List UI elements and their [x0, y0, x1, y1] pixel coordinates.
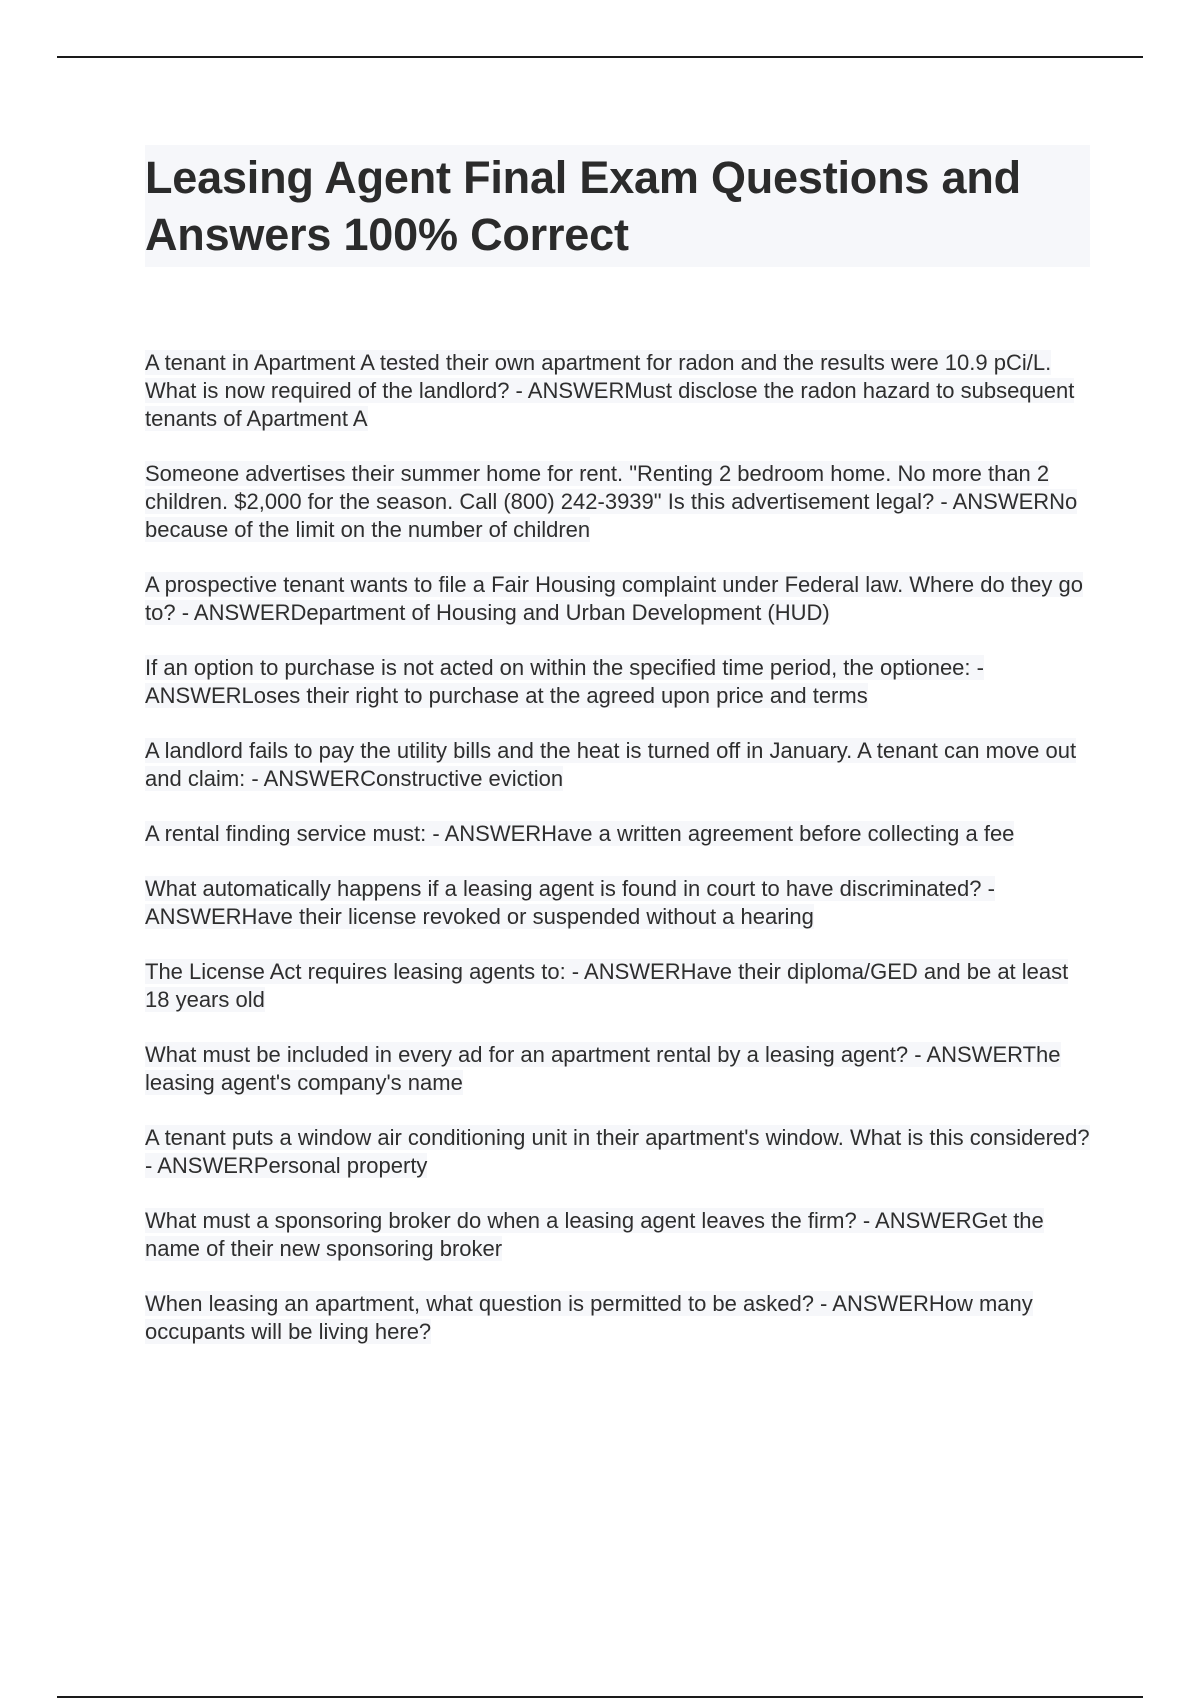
qa-item	[145, 460, 1090, 544]
qa-text: What must be included in every ad for an apartment rental by a leasing agent? - ANSWERThe leasing agent's company's name	[145, 1042, 1061, 1095]
qa-item	[145, 737, 1090, 793]
qa-item	[145, 1124, 1090, 1180]
document-title: Leasing Agent Final Exam Questions and Answers 100% Correct	[145, 152, 1021, 260]
qa-item	[145, 1207, 1090, 1263]
qa-text: If an option to purchase is not acted on within the specified time period, the optionee: - ANSWERLoses their right to purchase at the agreed upon price and terms	[145, 655, 984, 708]
qa-text: A rental finding service must: - ANSWERHave a written agreement before collecting a fee	[145, 821, 1015, 846]
qa-text: When leasing an apartment, what question is permitted to be asked? - ANSWERHow many occupants will be living here?	[145, 1291, 1033, 1344]
qa-text: What must a sponsoring broker do when a leasing agent leaves the firm? - ANSWERGet the name of their new sponsoring broker	[145, 1208, 1044, 1261]
qa-item	[145, 875, 1090, 931]
document-body	[145, 145, 1090, 1373]
qa-text: What automatically happens if a leasing agent is found in court to have discriminated? - ANSWERHave their license revoked or suspended without a hearing	[145, 876, 995, 929]
qa-item	[145, 820, 1090, 848]
qa-text: A tenant in Apartment A tested their own apartment for radon and the results were 10.9 pCi/L. What is now required of the landlord? - ANSWERMust disclose the radon hazard to subsequent tenants of Apartment A	[145, 350, 1075, 431]
qa-text: A tenant puts a window air conditioning unit in their apartment's window. What is this considered? - ANSWERPersonal property	[145, 1125, 1090, 1178]
qa-item	[145, 1290, 1090, 1346]
title-block	[145, 145, 1090, 267]
top-rule	[57, 56, 1143, 58]
qa-item	[145, 349, 1090, 433]
qa-item	[145, 654, 1090, 710]
qa-text: The License Act requires leasing agents to: - ANSWERHave their diploma/GED and be at least 18 years old	[145, 959, 1069, 1012]
qa-item	[145, 1041, 1090, 1097]
qa-item	[145, 958, 1090, 1014]
qa-text: Someone advertises their summer home for rent. "Renting 2 bedroom home. No more than 2 children. $2,000 for the season. Call (800) 242-3939" Is this advertisement legal? - ANSWERNo because of the limit on the number of children	[145, 461, 1078, 542]
qa-item	[145, 571, 1090, 627]
qa-text: A prospective tenant wants to file a Fair Housing complaint under Federal law. Where do they go to? - ANSWERDepartment of Housing and Urban Development (HUD)	[145, 572, 1083, 625]
bottom-rule	[57, 1696, 1143, 1698]
qa-list	[145, 349, 1090, 1346]
qa-text: A landlord fails to pay the utility bills and the heat is turned off in January. A tenant can move out and claim: - ANSWERConstructive eviction	[145, 738, 1077, 791]
